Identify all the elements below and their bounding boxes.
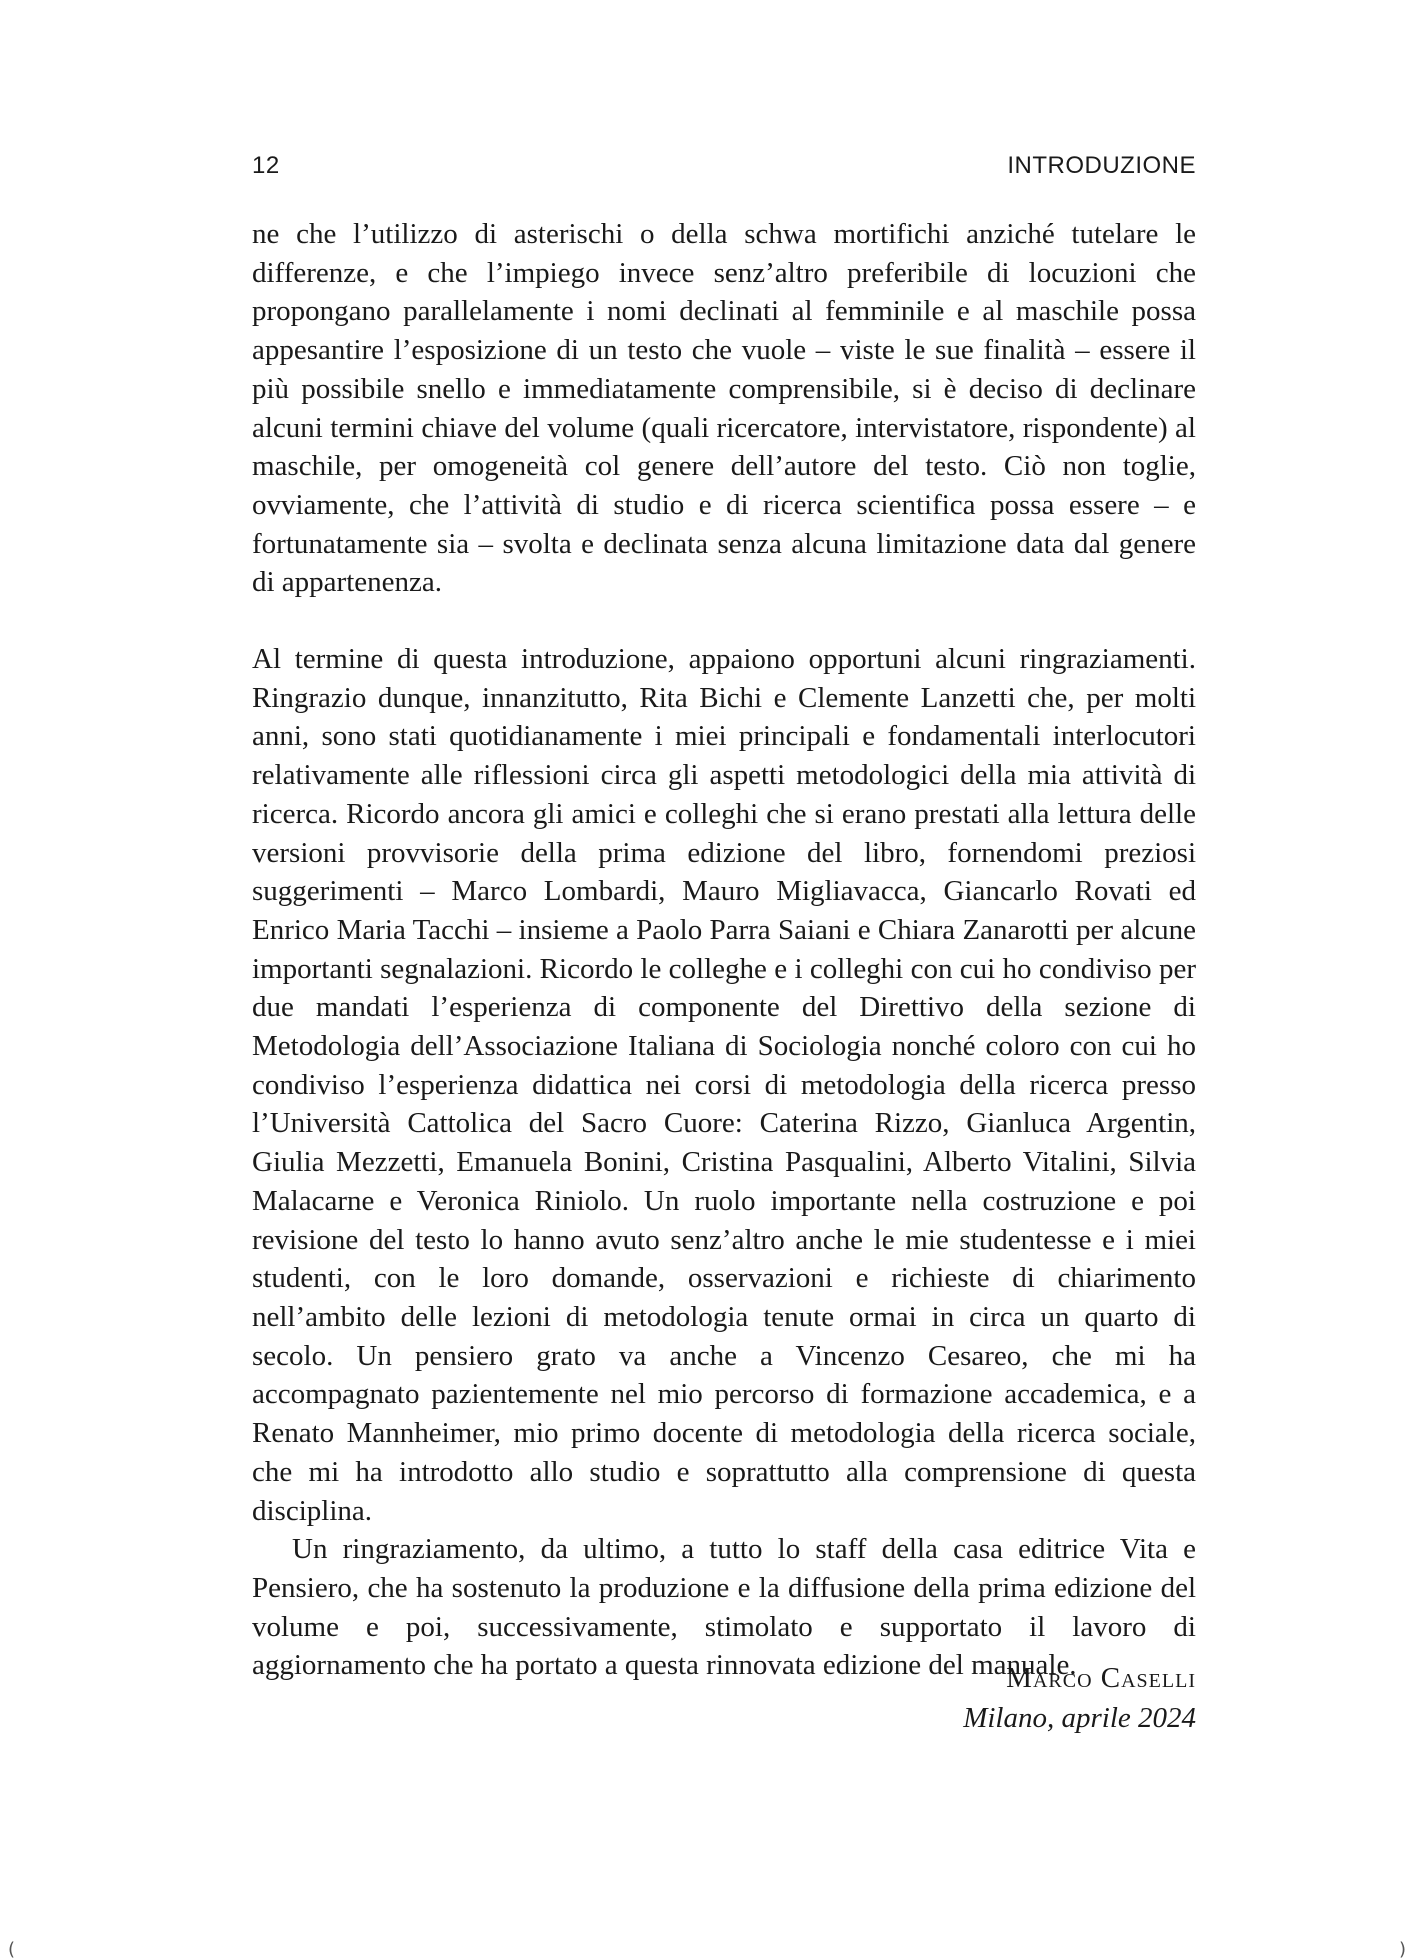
paragraph-acknowledgements: Al termine di questa introduzione, appaiono opportuni alcuni ringraziamenti. Ringrazio dunque, innanzitutto, Rita Bichi e Clemente Lanzetti che, per molti anni, sono stati quotidianamente i miei principali e fondamentali interlocutori relativamente alle riflessioni circa gli aspetti metodologici della mia attività di ricerca. Ricordo ancora gli amici e colleghi che si erano prestati alla lettura delle versioni provvisorie della prima edizione del libro, fornendomi preziosi suggerimenti – Marco Lombardi, Mauro Migliavacca, Giancarlo Rovati ed Enrico Maria Tacchi – insieme a Paolo Parra Saiani e Chiara Zanarotti per alcune importanti segnalazioni. Ricordo le colleghe e i colleghi con cui ho condiviso per due mandati l’esperienza di componente del Direttivo della sezione di Metodologia dell’Associazione Italiana di Sociologia nonché coloro con cui ho condiviso l’esperienza didattica nei corsi di metodologia della ricerca presso l’Università Cattolica del Sacro Cuore: Caterina Rizzo, Gianluca Argentin, Giulia Mezzetti, Emanuela Bonini, Cristina Pasqualini, Alberto Vitalini, Silvia Malacarne e Veronica Riniolo. Un ruolo importante nella costruzione e poi revisione del testo lo hanno avuto senz’altro anche le mie studentesse e i miei studenti, con le loro domande, osservazioni e richieste di chiarimento nell’ambito delle lezioni di metodologia tenute ormai in circa un quarto di secolo. Un pensiero grato va anche a Vincenzo Cesareo, che mi ha accompagnato pazientemente nel mio percorso di formazione accademica, e a Renato Mannheimer, mio primo docente di metodologia della ricerca sociale, che mi ha introdotto allo studio e soprattutto alla comprensione di questa disciplina. bbox=[252, 643, 1196, 1527]
page-number: 12 bbox=[252, 152, 280, 179]
author-name: Marco Caselli bbox=[1006, 1662, 1196, 1694]
signature-block bbox=[963, 1658, 1196, 1738]
page-header bbox=[252, 152, 1196, 192]
paragraph-publisher-thanks: Un ringraziamento, da ultimo, a tutto lo staff della casa editrice Vita e Pensiero, che ha sostenuto la produzione e la diffusione della prima edizione del volume e poi, successivamente, stimolato e supportato il lavoro di aggiornamento che ha portato a questa rinnovata edizione del manuale. bbox=[252, 1533, 1196, 1682]
paragraph-continuation: ne che l’utilizzo di asterischi o della schwa mortifichi anziché tutelare le differenze, e che l’impiego invece senz’altro preferibile di locuzioni che propongano parallelamente i nomi declinati al femminile e al maschile possa appesantire l’esposizione di un testo che vuole – viste le sue finalità – essere il più possibile snello e immediatamente comprensibile, si è deciso di declinare alcuni termini chiave del volume (quali ricercatore, intervistatore, rispondente) al maschile, per omogeneità col genere dell’autore del testo. Ciò non toglie, ovviamente, che l’attività di studio e di ricerca scientifica possa essere – e fortunatamente sia – svolta e declinata senza alcuna limitazione data dal genere di appartenenza. bbox=[252, 218, 1196, 599]
crop-mark-right: ) bbox=[1398, 1939, 1406, 1960]
body-text bbox=[252, 215, 1196, 1685]
place-date: Milano, aprile 2024 bbox=[963, 1702, 1196, 1734]
running-head: INTRODUZIONE bbox=[1007, 152, 1196, 179]
crop-mark-left: ( bbox=[8, 1939, 16, 1960]
